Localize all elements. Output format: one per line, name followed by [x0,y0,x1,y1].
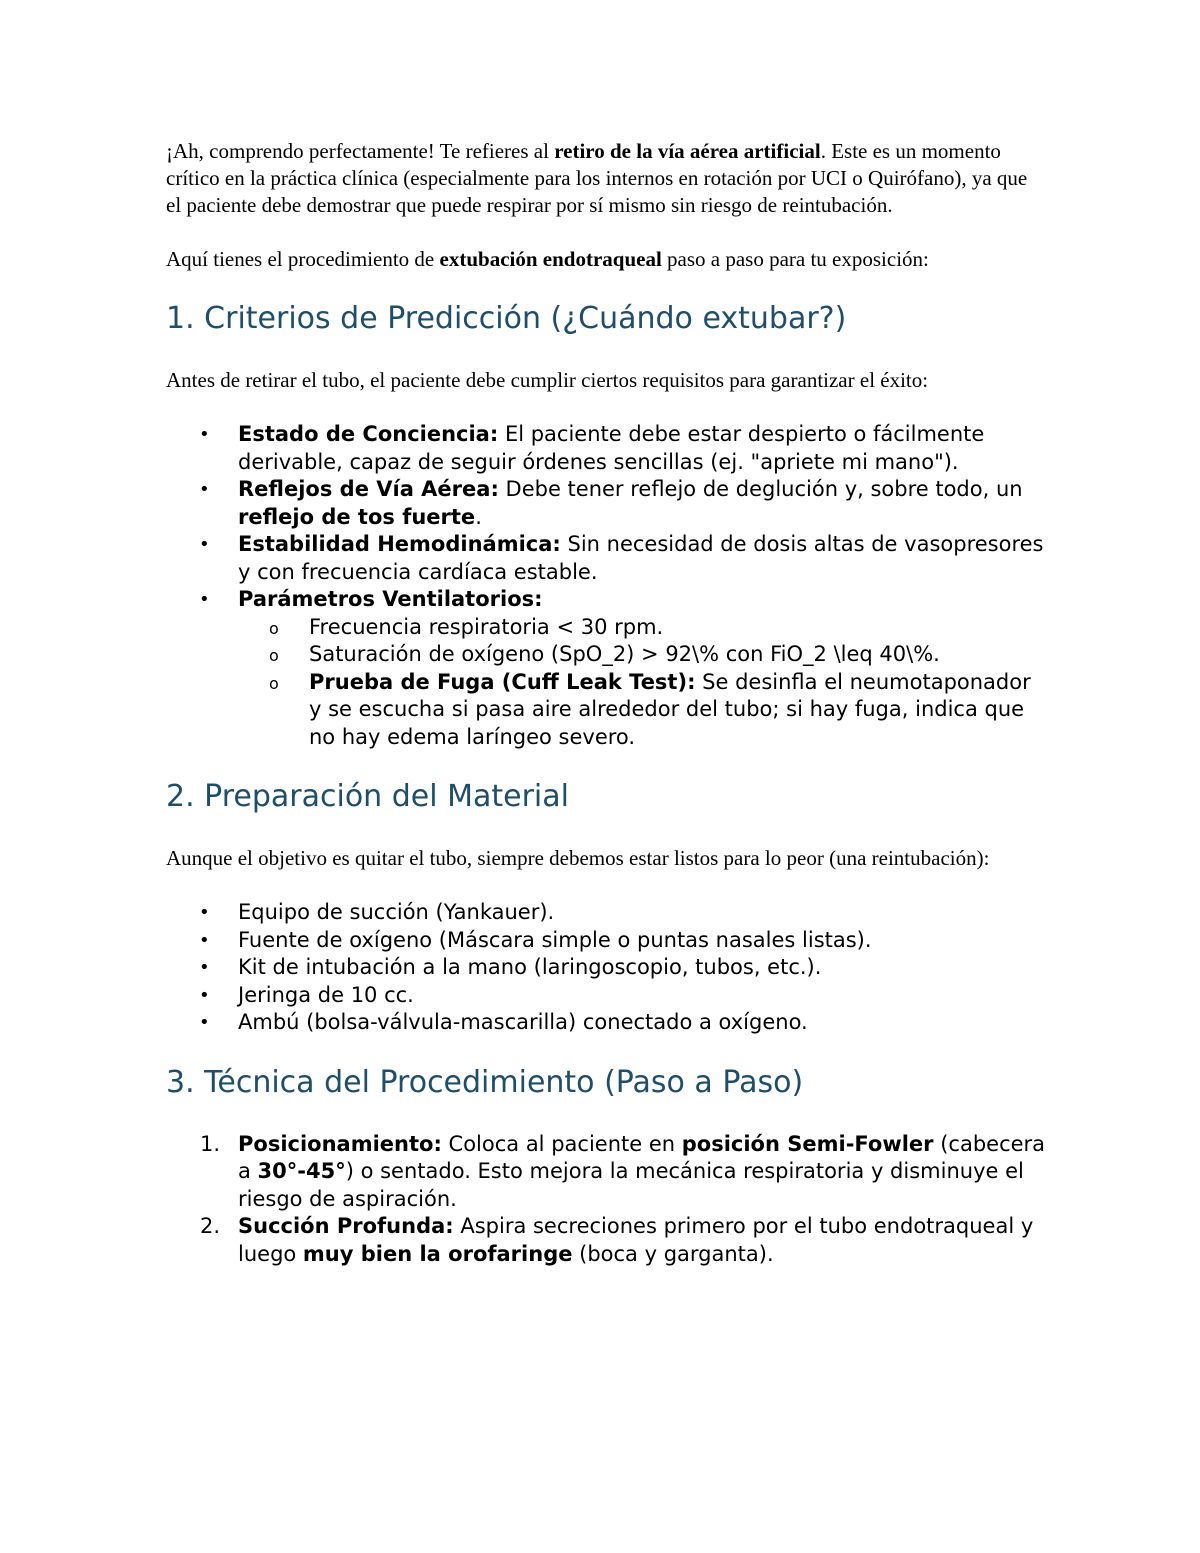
list-item [166,927,1046,955]
sub-item-text: Frecuencia respiratoria < 30 rpm. [309,614,664,639]
list-item [166,421,1046,476]
intro-bold: retiro de la vía aérea artificial [554,139,821,163]
step-label: Succión Profunda: [238,1214,454,1238]
document-page [166,138,1046,1268]
procedure-text: Aquí tienes el procedimiento de [166,247,440,271]
item-text: Equipo de succión (Yankauer). [238,900,555,924]
procedure-bold: extubación endotraqueal [439,247,662,271]
step-bold: muy bien la orofaringe [302,1241,573,1266]
bullet-icon: • [199,1012,210,1033]
step-number: 1. [200,1131,221,1156]
list-item [166,982,1046,1010]
item-label: Estado de Conciencia: [238,422,499,446]
section1-intro: Antes de retirar el tubo, el paciente debe cumplir ciertos requisitos para garantizar el éxito: [166,368,929,392]
procedure-text-end: paso a paso para tu exposición: [661,247,929,271]
sub-list-item [166,641,1046,669]
section2-intro: Aunque el objetivo es quitar el tubo, siempre debemos estar listos para lo peor (una reintubación): [166,846,990,870]
item-bold: reflejo de tos fuerte [238,504,476,529]
item-text: Ambú (bolsa-válvula-mascarilla) conectado a oxígeno. [238,1010,808,1034]
bullet-icon: • [199,957,210,978]
list-item [166,476,1046,531]
list-item [166,1131,1046,1214]
bullet-icon: • [199,984,210,1006]
step-text: Coloca al paciente en [441,1131,682,1156]
step-text: (boca y garganta). [572,1241,774,1266]
intro-paragraph [166,138,1046,219]
bullet-icon: • [199,534,210,555]
item-label: Estabilidad Hemodinámica: [238,532,561,556]
bullet-icon: • [199,902,210,923]
item-text: Kit de intubación a la mano (laringoscopio, tubos, etc.). [238,955,822,979]
sub-item-text: Saturación de oxígeno (SpO_2) > 92\% con FiO_2 \leq 40\%. [309,642,940,666]
steps-list [166,1131,1046,1269]
sub-item-text: Se desinfla el neumotaponador y se escucha si pasa aire alrededor del tubo; si hay fuga, indica que no hay edema laríngeo severo. [309,669,1031,749]
list-item [166,1213,1046,1268]
sub-list-item [166,614,1046,642]
item-text: Debe tener reflejo de deglución y, sobre todo, un [498,477,1023,501]
procedure-paragraph [166,246,1046,273]
bullet-icon: • [199,589,210,610]
section2-heading: 2. Preparación del Material [166,779,569,814]
item-text: Fuente de oxígeno (Máscara simple o puntas nasales listas). [238,927,872,952]
intro-text: ¡Ah, comprendo perfectamente! Te refieres al [166,139,555,163]
criteria-list [166,421,1046,751]
item-text: Jeringa de 10 cc. [238,982,414,1007]
sub-item-label: Prueba de Fuga (Cuff Leak Test): [309,669,696,694]
sub-list-item [166,669,1046,752]
step-text: ) o sentado. Esto mejora la mecánica respiratoria y disminuye el riesgo de aspiración. [238,1159,1024,1211]
step-label: Posicionamiento: [238,1131,442,1156]
bullet-icon: • [199,929,210,951]
list-item [166,954,1046,982]
item-label: Reflejos de Vía Aérea: [238,477,499,501]
material-list [166,899,1046,1037]
list-item [166,586,1046,614]
step-number: 2. [200,1214,221,1238]
item-text: El paciente debe estar despierto o fácilmente derivable, capaz de seguir órdenes sencillas (ej. "apriete mi mano"). [238,422,985,474]
list-item [166,1009,1046,1037]
circle-bullet-icon: o [269,646,279,665]
bullet-icon: • [199,479,210,500]
list-item [166,531,1046,586]
item-text: Sin necesidad de dosis altas de vasopresores y con frecuencia cardíaca estable. [238,532,1044,584]
bullet-icon: • [199,424,210,445]
section3-heading: 3. Técnica del Procedimiento (Paso a Paso) [166,1064,804,1100]
section1-heading: 1. Criterios de Predicción (¿Cuándo extubar?) [166,301,847,336]
step-bold: posición Semi-Fowler [681,1131,934,1156]
step-text: (cabecera a [238,1131,1046,1183]
circle-bullet-icon: o [269,618,279,638]
item-text-end: . [475,504,482,529]
item-label: Parámetros Ventilatorios: [238,587,543,611]
step-text: Aspira secreciones primero por el tubo endotraqueal y luego [238,1214,1034,1266]
step-bold: 30°-45° [257,1159,346,1183]
list-item [166,899,1046,927]
circle-bullet-icon: o [269,673,279,693]
intro-text-end: . Este es un momento crítico en la práctica clínica (especialmente para los internos en rotación por UCI o Quirófano), ya que el paciente debe demostrar que puede respirar por sí mismo sin riesgo de reintubación. [166,139,1028,217]
